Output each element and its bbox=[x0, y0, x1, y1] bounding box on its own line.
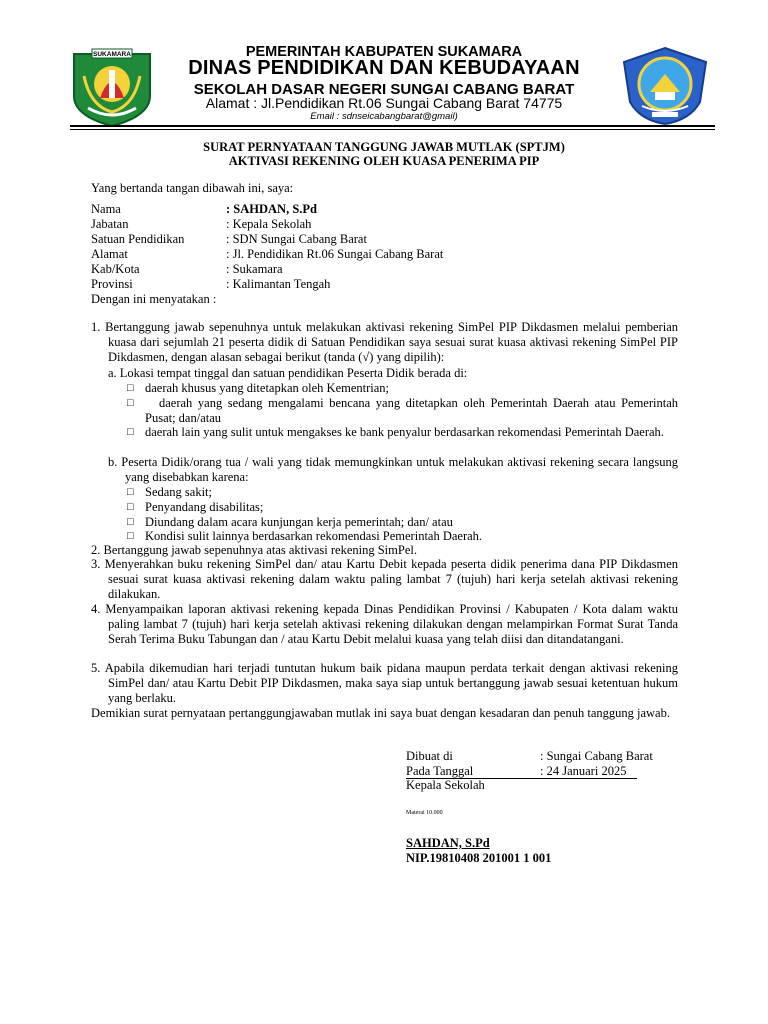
header-rule-thick bbox=[70, 125, 715, 127]
place-value: : Sungai Cabang Barat bbox=[540, 749, 653, 763]
header-email: Email : sdnseicabangbarat@gmail) bbox=[310, 111, 458, 122]
date-label: Pada Tanggal bbox=[406, 764, 474, 778]
header-rule-thin bbox=[70, 129, 715, 130]
identity-label: Dengan ini menyatakan : bbox=[91, 292, 217, 306]
checkbox[interactable]: □ bbox=[127, 397, 134, 409]
reason-b-option: Penyandang disabilitas; bbox=[145, 500, 264, 514]
document-subtitle: AKTIVASI REKENING OLEH KUASA PENERIMA PIP bbox=[228, 154, 540, 168]
reason-a-heading: a. Lokasi tempat tinggal dan satuan pendidikan Peserta Didik berada di: bbox=[108, 366, 468, 380]
identity-value: : Jl. Pendidikan Rt.06 Sungai Cabang Barat bbox=[226, 247, 444, 261]
checkbox[interactable]: □ bbox=[127, 382, 134, 394]
reason-a-option: daerah khusus yang ditetapkan oleh Kementrian; bbox=[145, 381, 390, 395]
checkbox[interactable]: □ bbox=[127, 501, 134, 513]
reason-b-option: Sedang sakit; bbox=[145, 485, 213, 499]
identity-label: Alamat bbox=[91, 247, 128, 261]
place-label: Dibuat di bbox=[406, 749, 453, 763]
header-agency: DINAS PENDIDIKAN DAN KEBUDAYAAN bbox=[188, 57, 580, 79]
identity-value: : Sukamara bbox=[226, 262, 283, 276]
reason-b-option: Diundang dalam acara kunjungan kerja pemerintah; dan/ atau bbox=[145, 515, 453, 529]
signer-name: SAHDAN, S.Pd bbox=[406, 836, 490, 850]
reason-a-option: daerah lain yang sulit untuk mengakses ke bank penyalur berdasarkan rekomendasi Pemerintah Daerah. bbox=[145, 425, 664, 439]
checkbox[interactable]: □ bbox=[127, 486, 134, 498]
statement-point-5: 5. Apabila dikemudian hari terjadi tuntutan hukum baik pidana maupun perdata terkait dengan aktivasi rekening SimPel dan/ atau Kartu Debit PIP Dikdasmen, maka saya siap untuk bertanggung jawab sesuai ketentuan hukum yang berlaku. bbox=[91, 661, 678, 705]
header-government: PEMERINTAH KABUPATEN SUKAMARA bbox=[245, 44, 523, 60]
statement-point-3: 3. Menyerahkan buku rekening SimPel dan/ atau Kartu Debit kepada peserta didik penerima dana PIP Dikdasmen sesuai surat kuasa aktivasi rekening dalam waktu paling lambat 7 (tujuh) hari kerja setelah aktivasi rekening dilakukan. bbox=[91, 557, 678, 601]
identity-label: Satuan Pendidikan bbox=[91, 232, 185, 246]
signer-position: Kepala Sekolah bbox=[406, 778, 485, 792]
stamp-duty-label: Materai 10.000 bbox=[406, 810, 443, 816]
identity-label: Kab/Kota bbox=[91, 262, 140, 276]
reason-b-heading: b. Peserta Didik/orang tua / wali yang tidak memungkinkan untuk melakukan aktivasi rekening secara langsung yang disebabkan karena: bbox=[108, 455, 678, 484]
identity-value-name: : SAHDAN, S.Pd bbox=[226, 202, 317, 216]
checkbox[interactable]: □ bbox=[127, 426, 134, 438]
header-school: SEKOLAH DASAR NEGERI SUNGAI CABANG BARAT bbox=[193, 81, 575, 98]
document-title: SURAT PERNYATAAN TANGGUNG JAWAB MUTLAK (SPTJM) bbox=[203, 140, 565, 154]
header-address: Alamat : Jl.Pendidikan Rt.06 Sungai Cabang Barat 74775 bbox=[205, 95, 563, 111]
reason-a-option: daerah yang sedang mengalami bencana yang ditetapkan oleh Pemerintah Daerah atau Pemerintah Pusat; dan/atau bbox=[145, 396, 678, 425]
checkbox[interactable]: □ bbox=[127, 516, 134, 528]
reason-b-option: Kondisi sulit lainnya berdasarkan rekomendasi Pemerintah Daerah. bbox=[145, 529, 483, 543]
signer-nip: NIP.19810408 201001 1 001 bbox=[406, 851, 552, 865]
identity-label: Provinsi bbox=[91, 277, 133, 291]
identity-value: : Kalimantan Tengah bbox=[226, 277, 331, 291]
identity-value: : Kepala Sekolah bbox=[226, 217, 312, 231]
identity-label: Nama bbox=[91, 202, 121, 216]
date-value: : 24 Januari 2025 bbox=[540, 764, 627, 778]
svg-text:SUKAMARA: SUKAMARA bbox=[93, 51, 131, 58]
identity-value: : SDN Sungai Cabang Barat bbox=[226, 232, 367, 246]
checkbox[interactable]: □ bbox=[127, 530, 134, 542]
intro-text: Yang bertanda tangan dibawah ini, saya: bbox=[91, 181, 294, 195]
closing-statement: Demikian surat pernyataan pertanggungjawaban mutlak ini saya buat dengan kesadaran dan penuh tanggung jawab. bbox=[91, 706, 670, 720]
statement-point-1: 1. Bertanggung jawab sepenuhnya untuk melakukan aktivasi rekening SimPel PIP Dikdasmen melalui pemberian kuasa dari sejumlah 21 peserta didik di Satuan Pendidikan saya sesuai surat kuasa aktivasi rekening SimPel PIP Dikdasmen, dengan alasan sebagai berikut (tanda (√) yang dipilih): bbox=[91, 320, 678, 364]
statement-point-2: 2. Bertanggung jawab sepenuhnya atas aktivasi rekening SimPel. bbox=[91, 543, 417, 557]
statement-point-4: 4. Menyampaikan laporan aktivasi rekening kepada Dinas Pendidikan Provinsi / Kabupaten / Kota dalam waktu paling lambat 7 (tujuh) hari kerja setelah aktivasi rekening dilakukan dengan melampirkan Format Surat Tanda Serah Terima Buku Tabungan dan / atau Kartu Debit melalui kuasa yang telah diisi dan ditandatangani. bbox=[91, 602, 678, 646]
identity-label: Jabatan bbox=[91, 217, 129, 231]
